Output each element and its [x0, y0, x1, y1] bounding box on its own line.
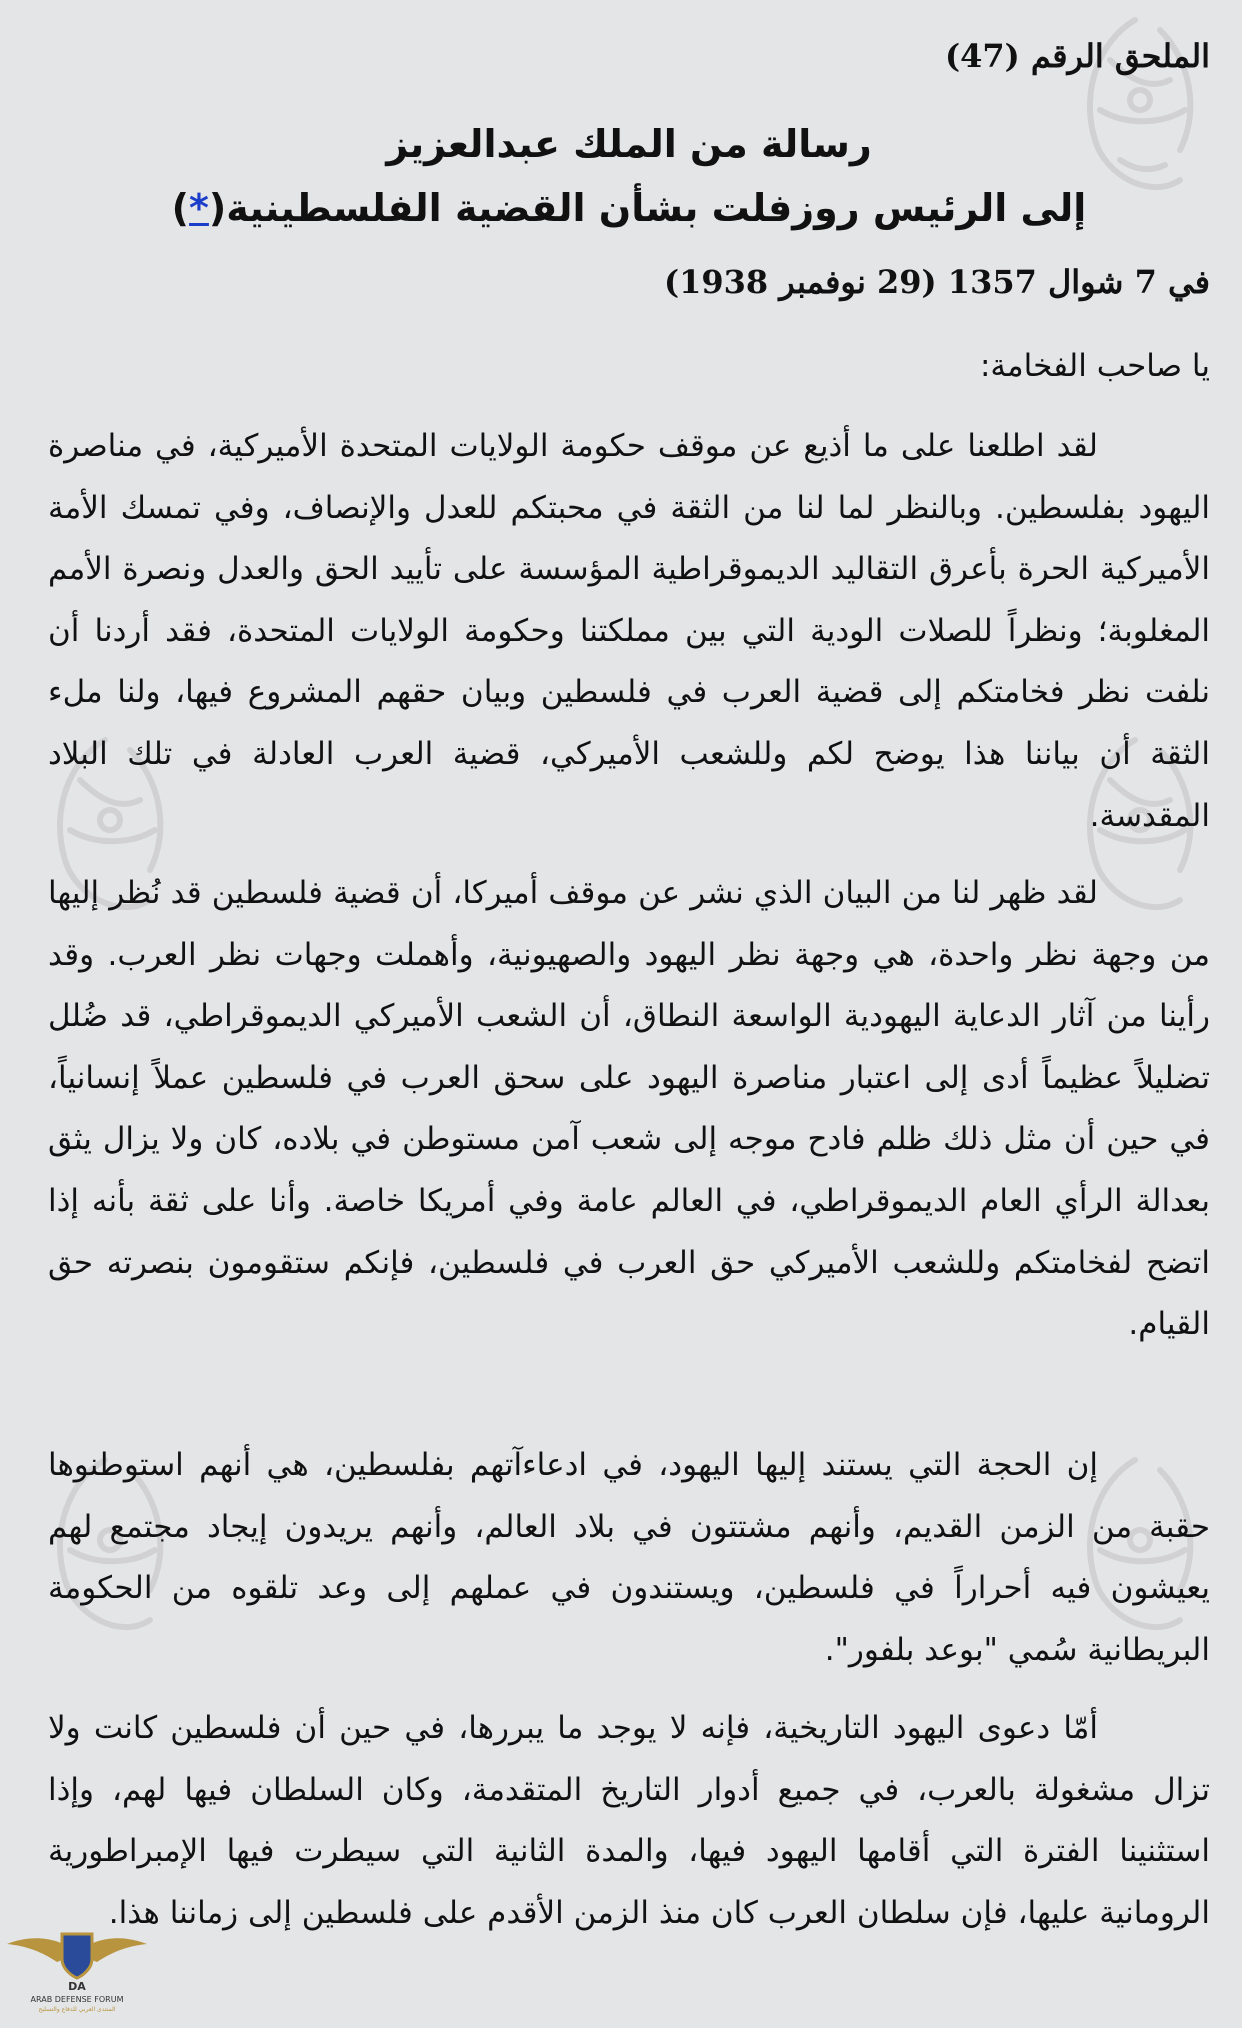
arab-defense-forum-logo[interactable]: [2, 1914, 152, 2014]
svg-text:DA: DA: [68, 1980, 86, 1993]
paragraph-2: لقد ظهر لنا من البيان الذي نشر عن موقف أميركا، أن قضية فلسطين قد نُظر إليها من وجهة نظر واحدة، هي وجهة نظر اليهود والصهيونية، وأهملت وجهات نظر العرب. وقد رأينا من آثار الدعاية اليهودية الواسعة النطاق، أن الشعب الأميركي الديموقراطي، قد ضُلل تضليلاً عظيماً أدى إلى اعتبار مناصرة اليهود على سحق العرب في فلسطين عملاً إنسانياً، في حين أن مثل ذلك ظلم فادح موجه إلى شعب آمن مستوطن في بلاده، كان ولا يزال يثق بعدالة الرأي العام الديموقراطي، في العالم عامة وفي أمريكا خاصة. وأنا على ثقة بأنه إذا اتضح لفخامتكم وللشعب الأميركي حق العرب في فلسطين، فإنكم ستقومون بنصرته حق القيام.: [48, 875, 1210, 1343]
title-line-2-close: ): [171, 186, 190, 230]
svg-text:المنتدى العربي للدفاع والتسليح: المنتدى العربي للدفاع والتسليح: [38, 2006, 116, 2013]
paragraph-1: لقد اطلعنا على ما أذيع عن موقف حكومة الولايات المتحدة الأميركية، في مناصرة اليهود بفلسطين. وبالنظر لما لنا من الثقة في محبتكم للعدل والإنصاف، وفي تمسك الأمة الأميركية الحرة بأعرق التقاليد الديموقراطية المؤسسة على تأييد الحق والعدل ونصرة الأمم المغلوبة؛ ونظراً للصلات الودية التي بين مملكتنا وحكومة الولايات المتحدة، فقد أردنا أن نلفت نظر فخامتكم إلى قضية العرب في فلسطين وبيان حقهم المشروع فيها، ولنا ملء الثقة أن بياننا هذا يوضح لكم وللشعب الأميركي، قضية العرب العادلة في تلك البلاد المقدسة.: [48, 428, 1210, 834]
title-line-2: إلى الرئيس روزفلت بشأن القضية الفلسطينية(: [208, 186, 1087, 230]
salutation: يا صاحب الفخامة:: [979, 348, 1210, 384]
title-line-1: رسالة من الملك عبدالعزيز: [386, 122, 872, 166]
svg-text:ARAB DEFENSE FORUM: ARAB DEFENSE FORUM: [30, 1995, 124, 2004]
paragraph-3: إن الحجة التي يستند إليها اليهود، في ادعاءآتهم بفلسطين، هي أنهم استوطنوها حقبة من الزمن القديم، وأنهم مشتتون في بلاد العالم، وأنهم يريدون إيجاد مجتمع لهم يعيشون فيه أحراراً في فلسطين، ويستندون في عملهم إلى وعد تلقوه من الحكومة البريطانية سُمي "بوعد بلفور".: [48, 1447, 1210, 1668]
footnote-link[interactable]: *: [189, 186, 209, 230]
letter-date: في 7 شوال 1357 (29 نوفمبر 1938): [663, 263, 1210, 301]
document-title: [48, 112, 1210, 240]
appendix-label: الملحق الرقم (47): [944, 37, 1210, 75]
paragraph-4: أمّا دعوى اليهود التاريخية، فإنه لا يوجد ما يبررها، في حين أن فلسطين كانت ولا تزال مشغولة بالعرب، في جميع أدوار التاريخ المتقدمة، وكان السلطان فيها لهم، وإذا استثنينا الفترة التي أقامها اليهود فيها، والمدة الثانية التي سيطرت فيها الإمبراطورية الرومانية عليها، فإن سلطان العرب كان منذ الزمن الأقدم على فلسطين إلى زماننا هذا.: [48, 1710, 1210, 1931]
shield-icon: [62, 1934, 92, 1978]
